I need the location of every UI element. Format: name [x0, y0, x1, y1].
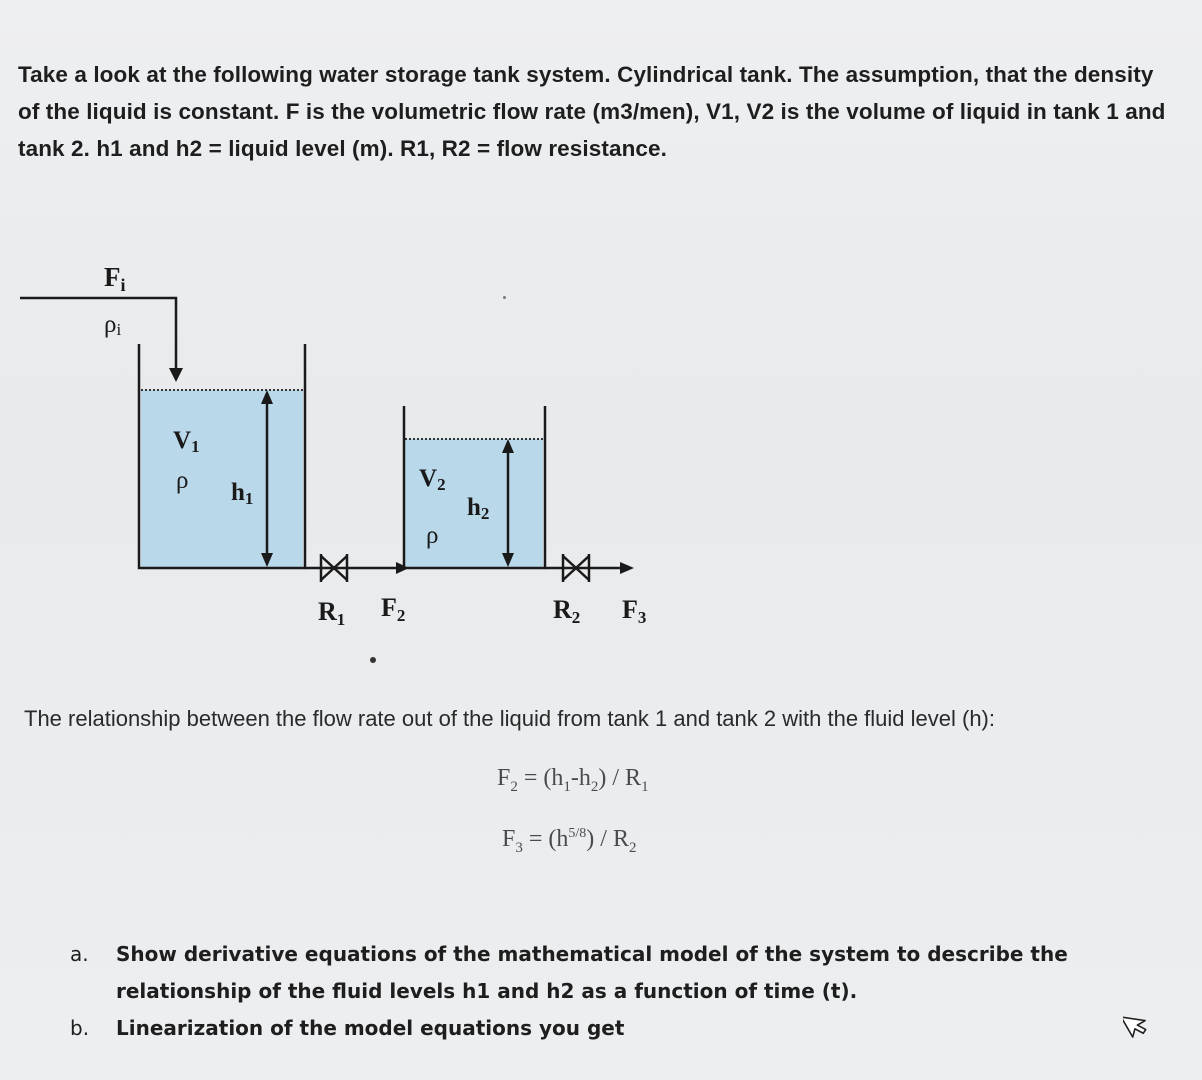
label-tank1-density: ρ: [176, 467, 189, 494]
question-text: Linearization of the model equations you get: [116, 1016, 625, 1040]
label-valve2-resistance: R2: [553, 595, 581, 627]
label-tank1-volume: V1: [173, 427, 200, 456]
label-inlet-flow: Fi: [104, 262, 126, 295]
question-marker: a.: [70, 942, 89, 966]
mouse-pointer-icon: [1123, 1008, 1157, 1038]
relationship-text: The relationship between the flow rate out of the liquid from tank 1 and tank 2 with the fluid level (h):: [24, 706, 995, 731]
label-tank1-level: h1: [231, 479, 254, 508]
question-text: Show derivative equations of the mathematical model of the system to describe the relationship of the fluid levels h1 and h2 as a function of time (t).: [116, 942, 1068, 1003]
label-inlet-density: ρi: [104, 311, 122, 339]
problem-statement: Take a look at the following water storage tank system. Cylindrical tank. The assumption, that the density of the liquid is constant. F is the volumetric flow rate (m3/men), V1, V2 is the volume of liquid in tank 1 and tank 2. h1 and h2 = liquid level (m). R1, R2 = flow resistance.: [18, 62, 1166, 161]
question-b: [70, 1010, 1170, 1047]
inlet-pipe: [20, 298, 176, 371]
dust-speck: [503, 296, 506, 299]
question-marker: b.: [70, 1016, 90, 1040]
tank1-liquid: [141, 390, 303, 567]
label-valve1-flow: F2: [381, 593, 406, 625]
tank-system-diagram: [0, 250, 700, 650]
equation-f2: $F_2 = (h_1-h_2) / R_1$: [497, 765, 649, 795]
label-valve1-resistance: R1: [318, 597, 346, 629]
inlet-arrowhead: [169, 368, 183, 382]
label-tank2-level: h2: [467, 494, 490, 523]
dust-speck: [370, 657, 376, 663]
question-a: [70, 936, 1170, 1010]
label-tank2-density: ρ: [426, 522, 439, 549]
label-tank2-volume: V2: [419, 465, 446, 494]
label-valve2-flow: F3: [622, 595, 647, 627]
outlet-arrowhead: [620, 562, 634, 574]
equation-f3: $F_3 = (h^{5/8}) / R_2$: [502, 826, 637, 856]
question-list: [70, 936, 1170, 1047]
